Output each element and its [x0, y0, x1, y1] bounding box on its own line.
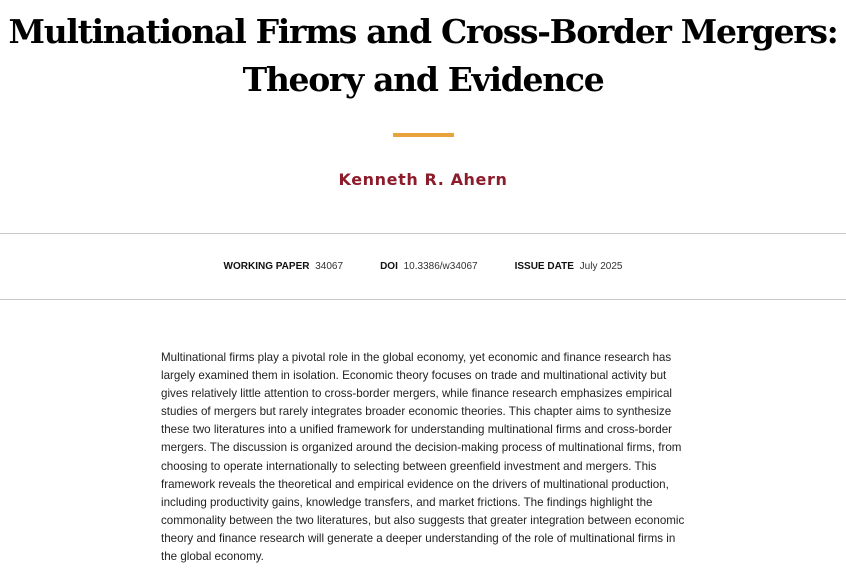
working-paper-meta: [224, 260, 344, 274]
issue-date-label: ISSUE DATE: [514, 261, 574, 272]
paper-title: [0, 8, 846, 104]
doi-value: 10.3386/w34067: [403, 261, 478, 272]
paper-metadata: [0, 260, 846, 274]
doi-meta: [380, 260, 478, 274]
working-paper-number: 34067: [315, 261, 344, 272]
abstract-text: Multinational firms play a pivotal role in the global economy, yet economic and finance research has largely examined them in isolation. Economic theory focuses on trade and multinational activity but gives relatively little attention to cross-border mergers, while finance research emphasizes empirical studies of mergers but rarely integrates broader economic theories. This chapter aims to synthesize these two literatures into a unified framework for understanding multinational firms and cross-border mergers. The discussion is organized around the decision-making process of multinational firms, from choosing to operate internationally to selecting between greenfield investment and mergers. This framework reveals the theoretical and empirical evidence on the drivers of multinational production, including productivity gains, knowledge transfers, and market frictions. The findings highlight the commonality between the two literatures, but also suggests that greater integration between economic theory and finance research will generate a deeper understanding of the role of multinational firms in the global economy.: [161, 351, 685, 564]
divider-top: [0, 233, 846, 234]
author-link[interactable]: Kenneth R. Ahern: [338, 170, 508, 189]
issue-date-value: July 2025: [579, 261, 623, 272]
working-paper-label: WORKING PAPER: [223, 261, 310, 272]
issue-date-meta: [515, 260, 623, 274]
doi-label: DOI: [380, 261, 398, 272]
accent-rule: [393, 133, 454, 137]
divider-bottom: [0, 299, 846, 300]
paper-title-line-1: Multinational Firms and Cross-Border Mergers:: [8, 12, 838, 51]
paper-title-line-2: Theory and Evidence: [242, 60, 604, 99]
